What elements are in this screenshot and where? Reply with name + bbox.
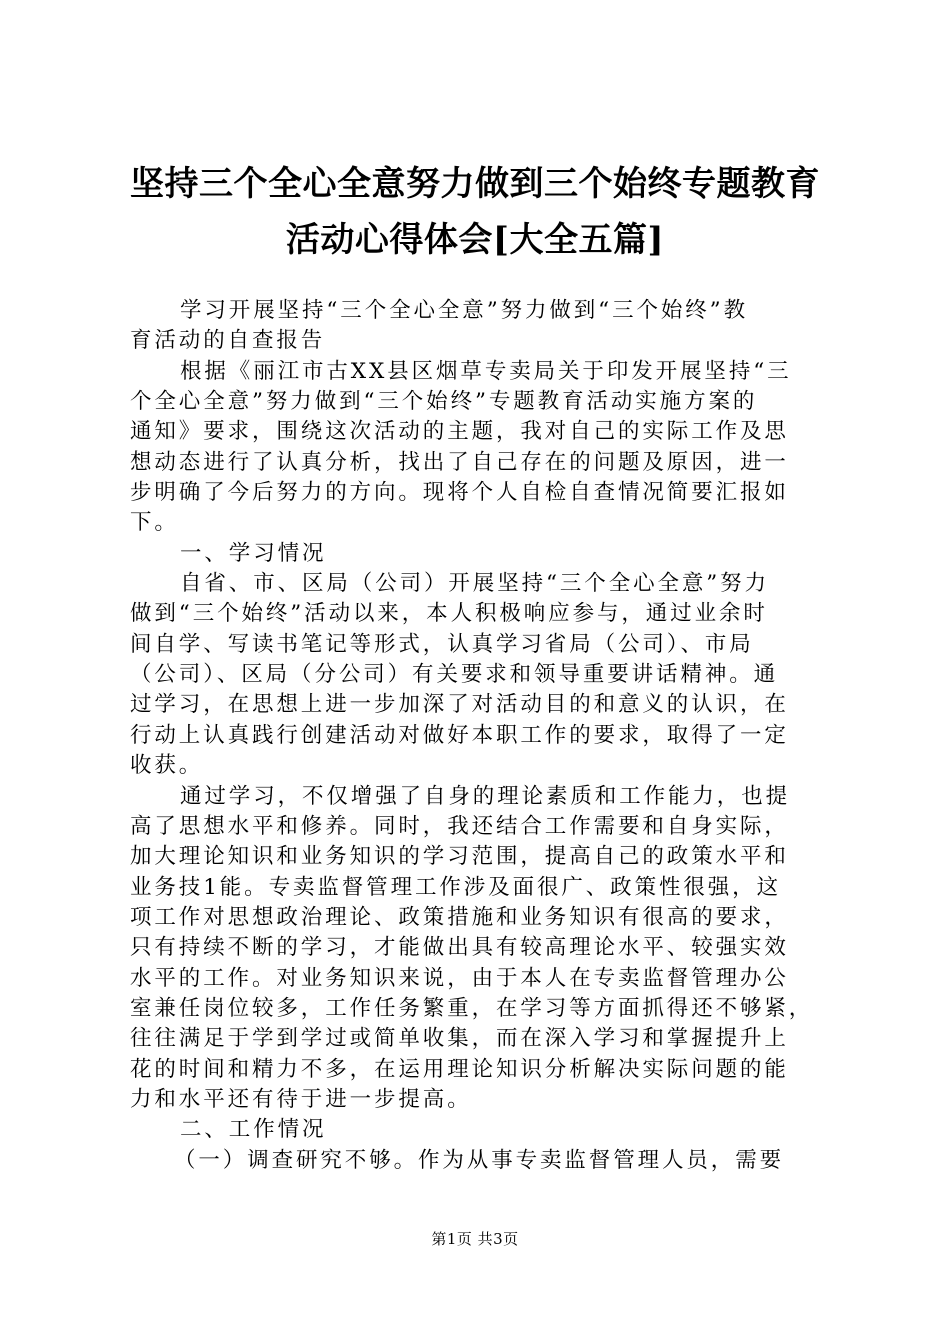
body-line: 自省、市、区局（公司）开展坚持“三个全心全意”努力 — [180, 571, 769, 597]
body-line: 根据《丽江市古XX县区烟草专卖局关于印发开展坚持“三 — [180, 358, 792, 384]
body-line: 间自学、写读书笔记等形式，认真学习省局（公司）、市局 — [130, 631, 754, 657]
section-heading: 一、学习情况 — [180, 540, 327, 566]
body-line: 往往满足于学到学过或简单收集，而在深入学习和掌握提升上 — [130, 1026, 789, 1052]
body-line: 下。 — [130, 510, 179, 536]
page-footer: 第1页 共3页 — [431, 1230, 519, 1248]
body-line: 花的时间和精力不多，在运用理论知识分析解决实际问题的能 — [130, 1056, 789, 1082]
body-line: 只有持续不断的学习，才能做出具有较高理论水平、较强实效 — [130, 935, 789, 961]
body-line: 通知》要求，围绕这次活动的主题，我对自己的实际工作及思 — [130, 419, 789, 445]
body-line: 业务技1能。专卖监督管理工作涉及面很广、政策性很强，这 — [130, 874, 781, 900]
body-line: 学习开展坚持“三个全心全意”努力做到“三个始终”教 — [180, 298, 748, 323]
body-line: （一）调查研究不够。作为从事专卖监督管理人员，需要 — [174, 1147, 785, 1173]
body-line: 做到“三个始终”活动以来，本人积极响应参与，通过业余时 — [130, 601, 768, 627]
body-line: 过学习，在思想上进一步加深了对活动目的和意义的认识，在 — [130, 692, 789, 718]
body-line: 加大理论知识和业务知识的学习范围，提高自己的政策水平和 — [130, 844, 789, 870]
body-line: 高了思想水平和修养。同时，我还结合工作需要和自身实际， — [130, 813, 789, 839]
body-line: 收获。 — [130, 753, 204, 779]
document-title-line-2: 活动心得体会[大全五篇] — [285, 220, 665, 260]
document-title-line-1: 坚持三个全心全意努力做到三个始终专题教育 — [130, 164, 820, 204]
section-heading: 二、工作情况 — [180, 1117, 327, 1143]
body-line: 步明确了今后努力的方向。现将个人自检自查情况简要汇报如 — [130, 480, 789, 506]
body-line: （公司）、区局（分公司）有关要求和领导重要讲话精神。通 — [130, 662, 779, 688]
body-line: 室兼任岗位较多，工作任务繁重，在学习等方面抓得还不够紧， — [130, 995, 814, 1021]
body-line: 水平的工作。对业务知识来说，由于本人在专卖监督管理办公 — [130, 965, 789, 991]
body-line: 想动态进行了认真分析，找出了自己存在的问题及原因，进一 — [130, 449, 789, 475]
body-line: 育活动的自查报告 — [130, 328, 326, 354]
body-line: 通过学习，不仅增强了自身的理论素质和工作能力，也提 — [180, 783, 791, 809]
document-body — [130, 296, 830, 1176]
body-line: 个全心全意”努力做到“三个始终”专题教育活动实施方案的 — [130, 389, 758, 415]
body-line: 项工作对思想政治理论、政策措施和业务知识有很高的要求， — [130, 904, 789, 930]
body-line: 力和水平还有待于进一步提高。 — [130, 1086, 472, 1112]
body-line: 行动上认真践行创建活动对做好本职工作的要求，取得了一定 — [130, 722, 789, 748]
